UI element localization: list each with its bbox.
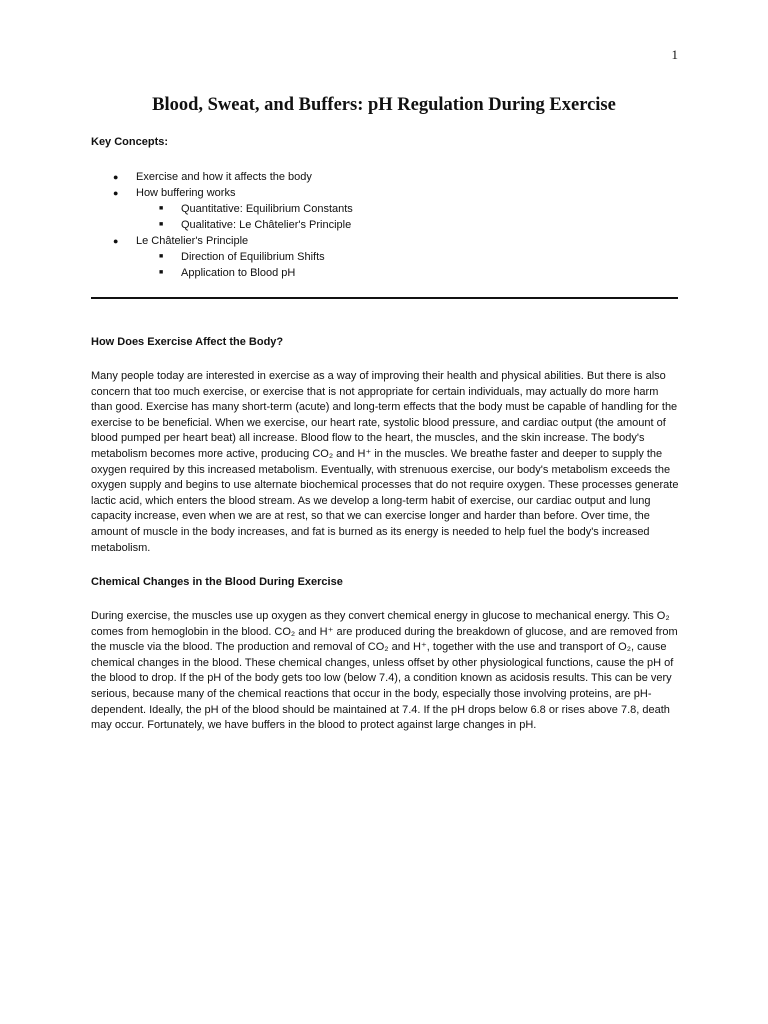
key-concepts-heading: Key Concepts:	[91, 136, 169, 148]
section-heading: How Does Exercise Affect the Body?	[91, 336, 284, 348]
round-bullet-icon: ●	[113, 172, 119, 182]
key-concept-item	[91, 233, 353, 249]
section-divider	[91, 297, 678, 299]
key-concepts-list	[91, 169, 353, 281]
key-concept-text: How buffering works	[136, 187, 236, 199]
page-number: 1	[671, 47, 678, 62]
key-concept-item	[91, 249, 353, 265]
section-paragraph: Many people today are interested in exercise as a way of improving their health and physical abilities. But there is also concern that too much exercise, or exercise that is not appropriate for certain individuals, may actually do more harm than good. Exercise has many short-term (acute) and long-term effects that the body must be capable of handling for the exercise to be beneficial. When we exercise, our heart rate, systolic blood pressure, and cardiac output (the amount of blood pumped per heart beat) all increase. Blood flow to the heart, the muscles, and the skin increase. The body's metabolism becomes more active, producing CO₂ and H⁺ in the muscles. We breathe faster and deeper to supply the oxygen required by this increased metabolism. Eventually, with strenuous exercise, our body's metabolism exceeds the oxygen supply and begins to use alternate biochemical processes that do not require oxygen. These processes generate lactic acid, which enters the blood stream. As we develop a long-term habit of exercise, our cardiac output and lung capacity increase, even when we are at rest, so that we can exercise longer and harder than before. Over time, the amount of muscle in the body increases, and fat is burned as its energy is needed to help fuel the body's increased metabolism.	[91, 370, 679, 554]
key-concept-item	[91, 265, 353, 281]
section-heading: Chemical Changes in the Blood During Exercise	[91, 576, 343, 588]
key-concept-text: Quantitative: Equilibrium Constants	[181, 203, 353, 215]
section-paragraph: During exercise, the muscles use up oxygen as they convert chemical energy in glucose to mechanical energy. This O₂ comes from hemoglobin in the blood. CO₂ and H⁺ are produced during the breakdown of glucose, and are removed from the muscle via the blood. The production and removal of CO₂ and H⁺, together with the use and transport of O₂, cause chemical changes in the blood. These chemical changes, unless offset by other physiological functions, cause the pH of the blood to drop. If the pH of the body gets too low (below 7.4), a condition known as acidosis results. This can be very serious, because many of the chemical reactions that occur in the body, especially those involving proteins, are pH-dependent. Ideally, the pH of the blood should be maintained at 7.4. If the pH drops below 6.8 or rises above 7.8, death may occur. Fortunately, we have buffers in the blood to protect against large changes in pH.	[91, 610, 678, 732]
document-title: Blood, Sweat, and Buffers: pH Regulation During Exercise	[152, 95, 616, 115]
key-concept-item	[91, 185, 353, 201]
square-bullet-icon: ■	[159, 221, 164, 228]
key-concept-text: Le Châtelier's Principle	[136, 235, 249, 247]
key-concept-text: Direction of Equilibrium Shifts	[181, 251, 325, 263]
square-bullet-icon: ■	[159, 269, 164, 276]
key-concept-text: Qualitative: Le Châtelier's Principle	[181, 219, 352, 231]
key-concept-item	[91, 169, 353, 185]
key-concept-text: Application to Blood pH	[181, 267, 296, 279]
square-bullet-icon: ■	[159, 205, 164, 212]
key-concept-item	[91, 201, 353, 217]
square-bullet-icon: ■	[159, 253, 164, 260]
key-concept-item	[91, 217, 353, 233]
round-bullet-icon: ●	[113, 188, 119, 198]
round-bullet-icon: ●	[113, 236, 119, 246]
key-concept-text: Exercise and how it affects the body	[136, 171, 312, 183]
